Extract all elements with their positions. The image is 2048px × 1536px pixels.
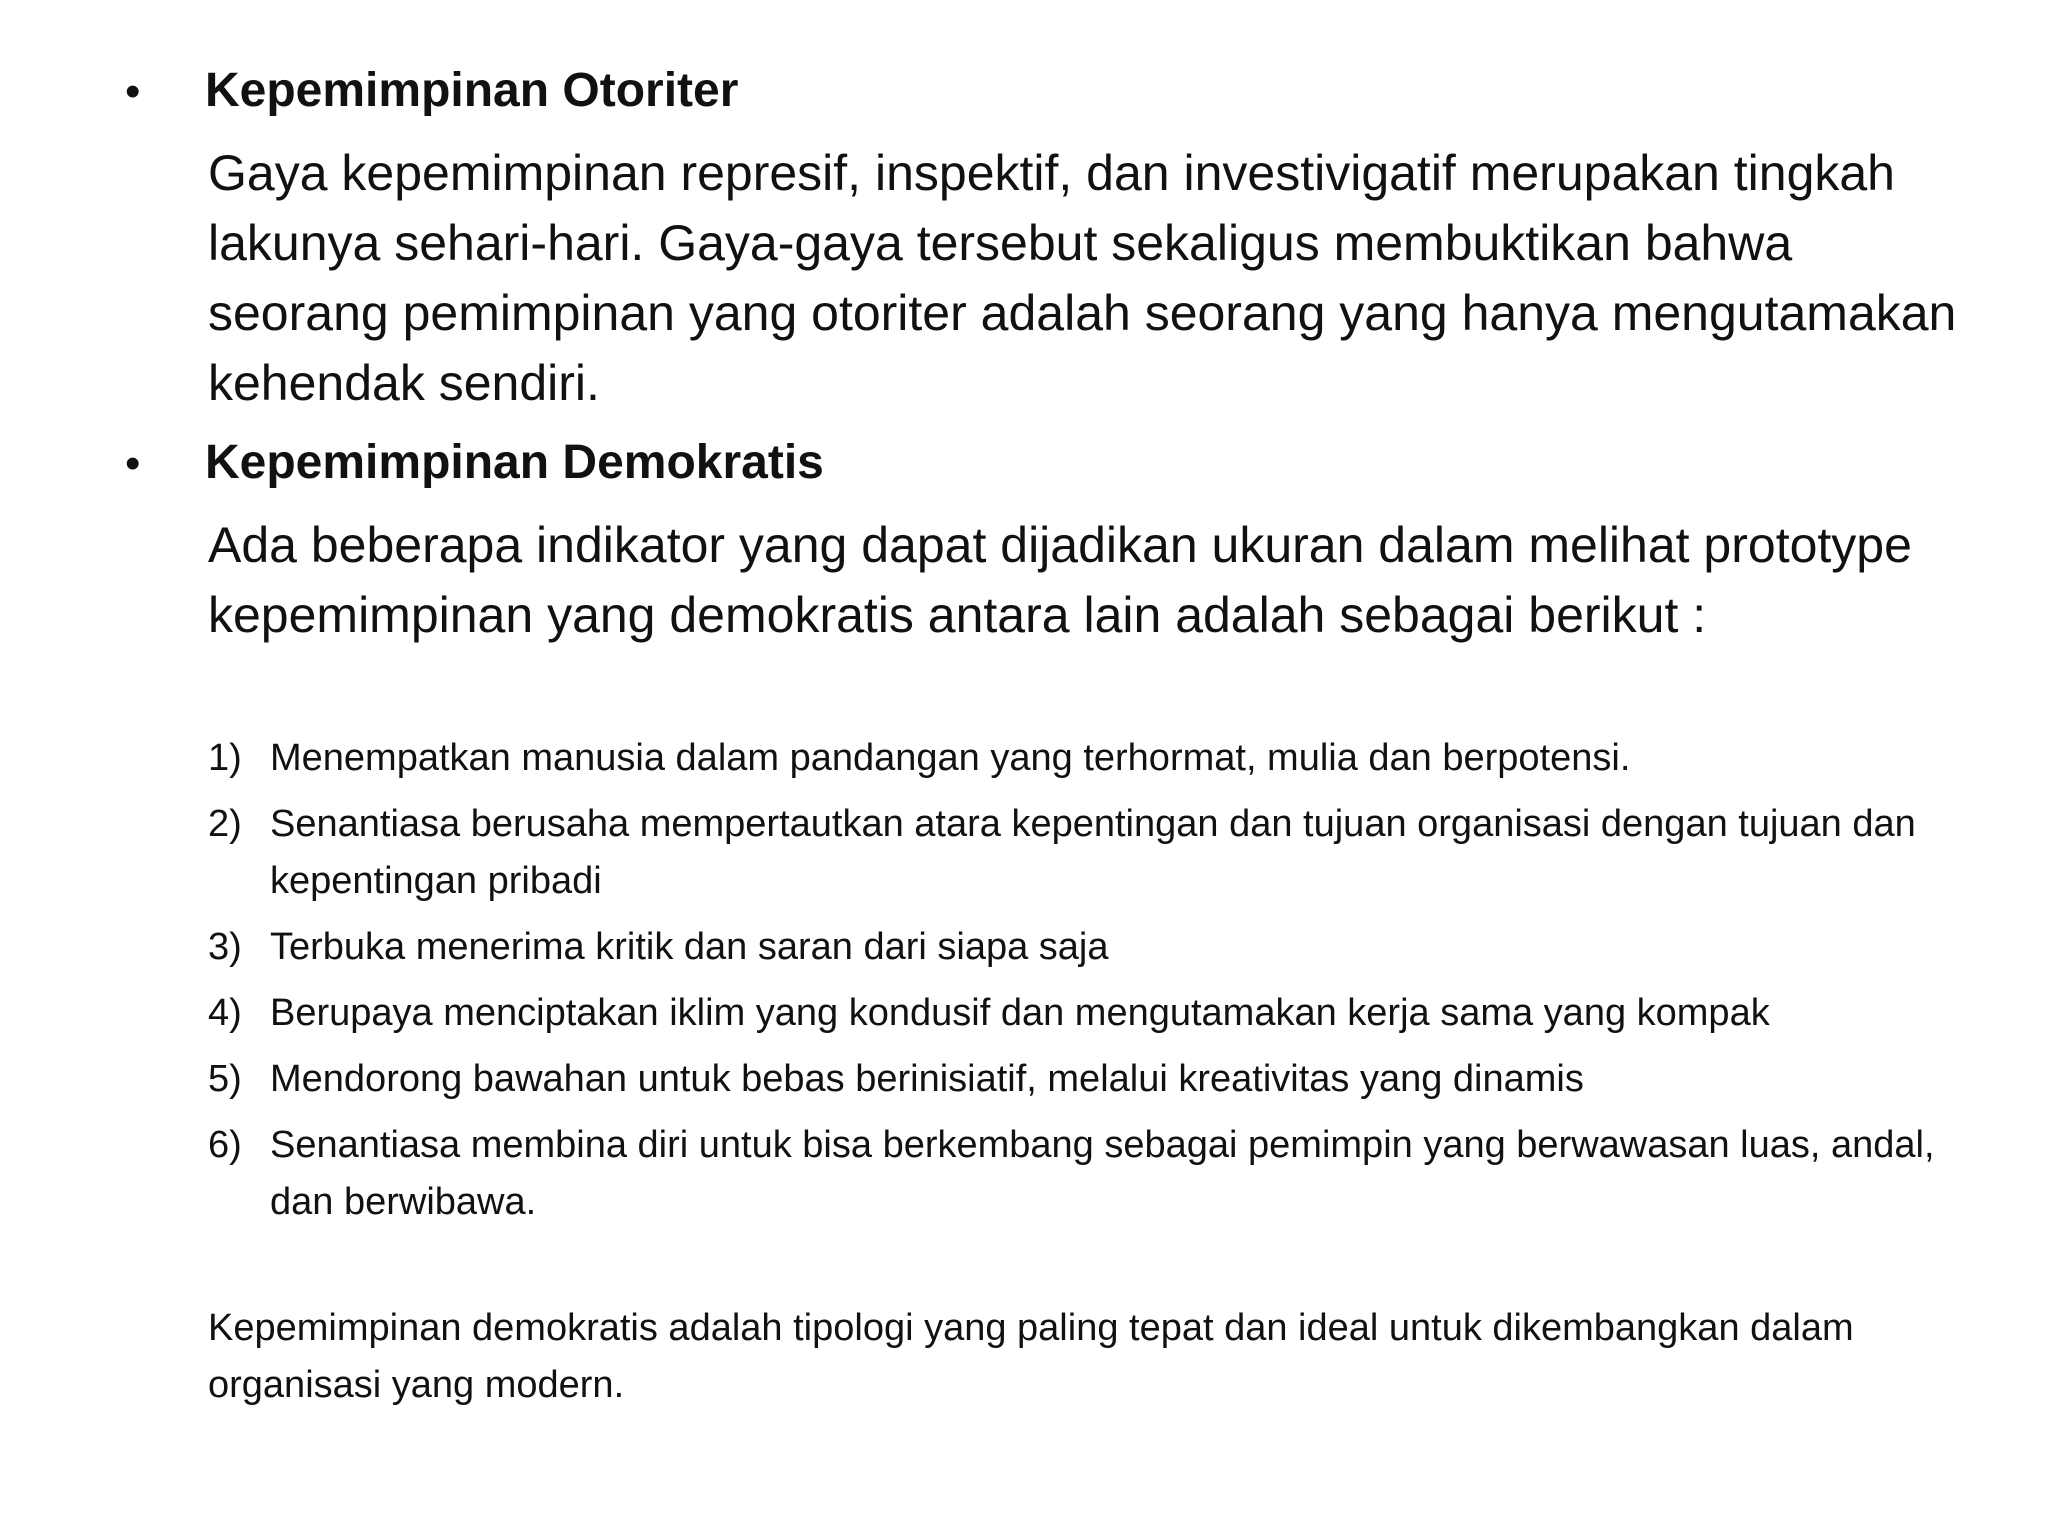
list-item-text: Terbuka menerima kritik dan saran dari siapa saja (270, 926, 1109, 968)
list-item (208, 730, 1968, 787)
indicator-list (208, 730, 1968, 1231)
list-item-number: 1) (208, 737, 242, 779)
list-item (208, 1051, 1968, 1108)
list-item (208, 1117, 1968, 1231)
paragraph-otoriter: Gaya kepemimpinan represif, inspektif, dan investivigatif merupakan tingkah lakunya sehari-hari. Gaya-gaya tersebut sekaligus membuktikan bahwa seorang pemimpinan yang otoriter adalah seorang yang hanya mengutamakan kehendak sendiri. (208, 145, 1957, 411)
list-item-number: 2) (208, 803, 242, 845)
paragraph-demokratis: Ada beberapa indikator yang dapat dijadikan ukuran dalam melihat prototype kepemimpinan yang demokratis antara lain adalah sebagai berikut : (208, 517, 1912, 643)
list-item-text: Senantiasa berusaha mempertautkan atara kepentingan dan tujuan organisasi dengan tujuan dan kepentingan pribadi (270, 803, 1916, 902)
list-item (208, 796, 1968, 910)
bullet-dot-icon: • (125, 439, 141, 488)
list-item-text: Mendorong bawahan untuk bebas berinisiatif, melalui kreativitas yang dinamis (270, 1058, 1584, 1100)
heading-demokratis: Kepemimpinan Demokratis (205, 436, 824, 489)
list-item-number: 4) (208, 992, 242, 1034)
list-item-number: 6) (208, 1124, 242, 1166)
bullet-demokratis (125, 434, 1985, 492)
heading-otoriter: Kepemimpinan Otoriter (205, 64, 739, 117)
list-item-number: 3) (208, 926, 242, 968)
list-item (208, 985, 1968, 1042)
bullet-dot-icon: • (125, 67, 141, 116)
list-item-text: Menempatkan manusia dalam pandangan yang terhormat, mulia dan berpotensi. (270, 737, 1631, 779)
list-item-text: Berupaya menciptakan iklim yang kondusif dan mengutamakan kerja sama yang kompak (270, 992, 1770, 1034)
list-item-text: Senantiasa membina diri untuk bisa berkembang sebagai pemimpin yang berwawasan luas, andal, dan berwibawa. (270, 1124, 1935, 1223)
list-item (208, 919, 1968, 976)
list-item-number: 5) (208, 1058, 242, 1100)
bullet-otoriter (125, 62, 1985, 120)
closing-statement: Kepemimpinan demokratis adalah tipologi yang paling tepat dan ideal untuk dikembangkan dalam organisasi yang modern. (208, 1307, 1854, 1406)
